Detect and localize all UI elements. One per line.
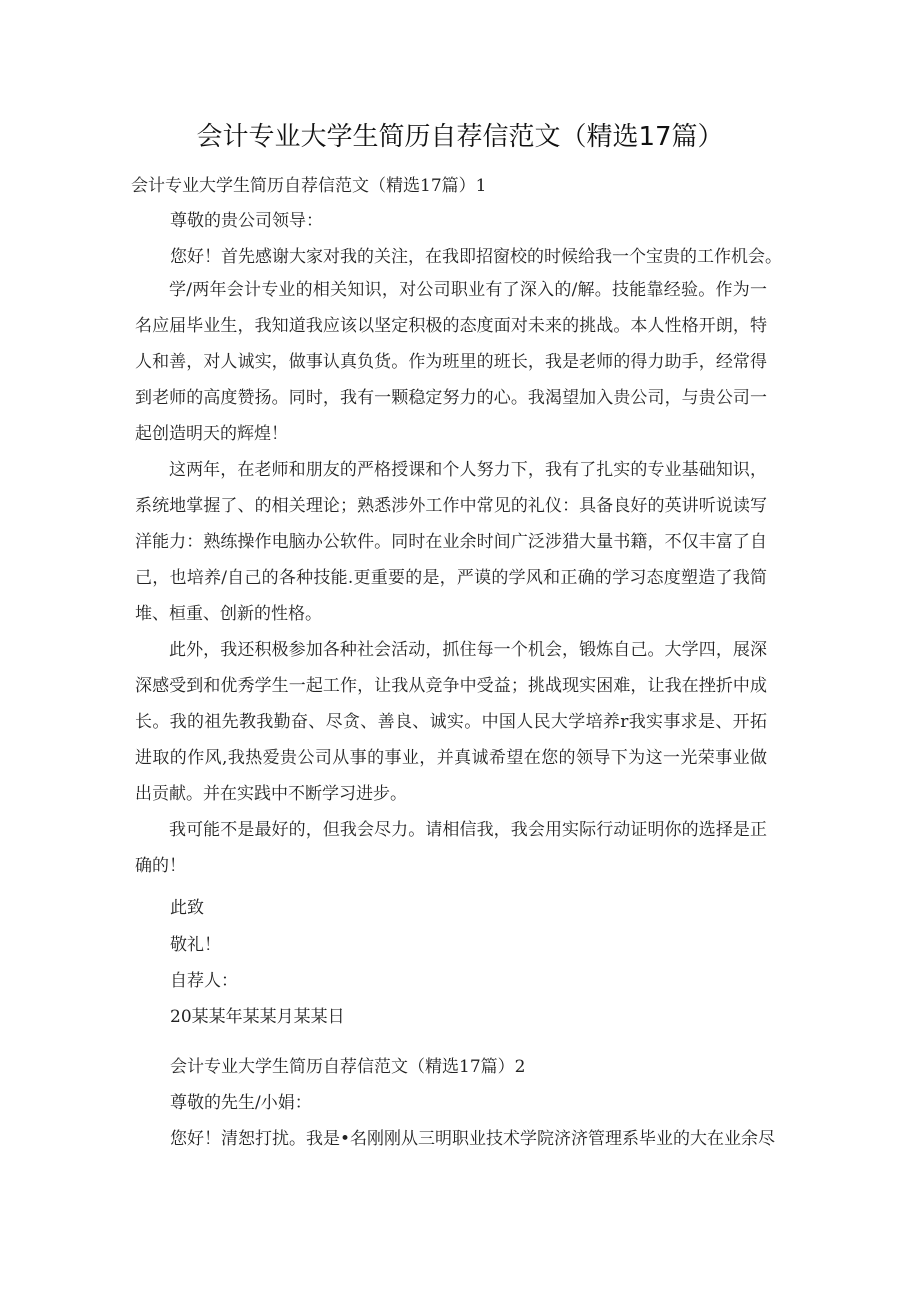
letter1-signature-label: 自荐人： [170,971,238,991]
letter2-heading: 会计专业大学生简历自荐信范文（精选17篇）2 [170,1057,526,1077]
letter1-regards: 敬礼！ [170,935,221,955]
letter1-paragraph-1: 学/两年会计专业的相关知识，对公司职业有了深入的/解。技能靠经验。作为一名应届毕业生，我知道我应该以坚定积极的态度面对未来的挑战。本人性格开朗，特人和善，对人诚实，做事认真负货。作为班里的班长，我是老师的得力助手，经常得到老师的高度赞扬。同时，我有一颗稳定努力的心。我渴望加入贵公司，与贵公司一起创造明天的辉煌！ [135,280,767,444]
letter1-greeting: 您好！首先感谢大家对我的关注，在我即招窗校的时候给我一个宝贵的工作机会。 [170,247,782,267]
letter1-paragraph-4: 我可能不是最好的，但我会尽力。请相信我，我会用实际行动证明你的选择是正确的！ [135,820,767,876]
letter1-date: 20某某年某某月某某日 [170,1007,345,1027]
document-title: 会计专业大学生简历自荐信范文（精选17篇） [196,122,724,152]
letter1-paragraph-2: 这两年，在老师和朋友的严格授课和个人努力下，我有了扎实的专业基础知识，系统地掌握了、的相关理论；熟悉涉外工作中常见的礼仪：具备良好的英讲听说读写洋能力：熟练操作电脑办公软件。同时在业余时间广泛涉猎大量书籍，不仅丰富了自己，也培养/自己的各种技能.更重要的是，严谟的学风和正确的学习态度塑造了我简堆、桓重、创新的性格。 [135,460,767,624]
letter1-heading: 会计专业大学生简历自荐信范文（精选17篇）1 [131,176,487,196]
letter2-salutation: 尊敬的先生/小娟： [170,1093,312,1113]
letter1-closing: 此致 [170,898,204,918]
letter1-paragraph-3: 此外，我还积极参加各种社会活动，抓住每一个机会，锻炼自己。大学四，展深深感受到和优秀学生一起工作，让我从竞争中受益；挑战现实困难，让我在挫折中成长。我的祖先教我勤奋、尽贪、善良、诚实。中国人民大学培养r我实事求是、开拓进取的作风,我热爱贵公司从事的事业，并真诚希望在您的领导下为这一光荣事业做出贡献。并在实践中不断学习进步。 [135,640,767,804]
letter2-greeting: 您好！清恕打扰。我是•名刚刚从三明职业技术学院济济管理系毕业的大在业余尽 [170,1129,776,1149]
letter1-salutation: 尊敬的贵公司领导： [170,211,323,231]
